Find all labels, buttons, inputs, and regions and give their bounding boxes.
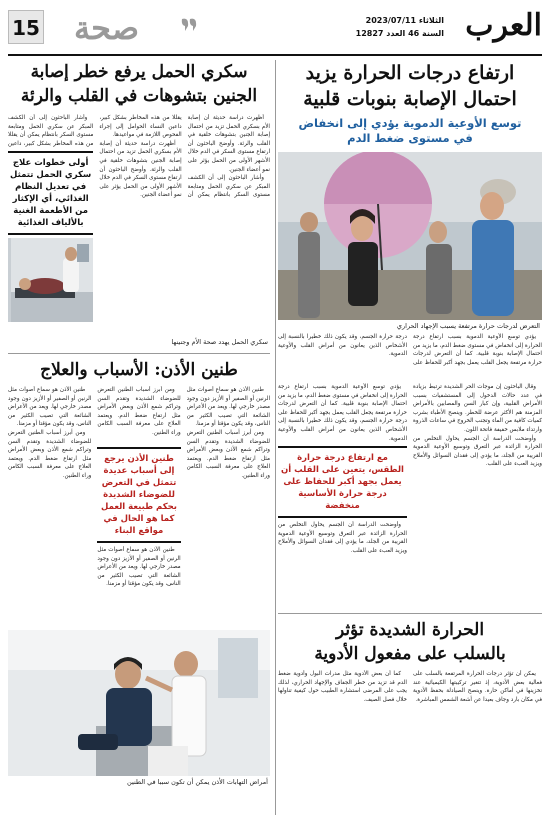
pregnancy-pull-quote: أولى خطوات علاج سكري الحمل تتمثل في تعديل النظام الغذائي، أي الإكثار من الأطعمة الغنية بالألياف الغذائية [8, 151, 93, 235]
heat-photo-illustration [278, 152, 542, 320]
heat-body-column-b-text [278, 383, 407, 443]
heat-pull-quote: مع ارتفاع درجة حرارة الطقس، يتعين على القلب أن يعمل بجهد أكبر للحفاظ على درجة حرارة الأساسية منخفضة [278, 446, 407, 518]
ear-body-paragraph-1-more: طنين الأذن هو سماع أصوات مثل الرنين أو الصفير أو الأزيز دون وجود مصدر خارجي لها. ويعد من الأعراض الشائعة التي تصيب الكثير من الناس، وقد يكون مؤقتا أو مزمنا. [8, 387, 92, 428]
pregnancy-headline-line-2: الجنين بتشوهات في القلب والرئة [20, 86, 258, 106]
heat-body-columns [278, 383, 542, 609]
right-column [278, 60, 542, 798]
pregnancy-body-paragraph-1-cont: أظهرت دراسة حديثة أن إصابة الأم بسكري الحمل تزيد من احتمال إصابة الجنين بتشوهات خلقية في القلب والرئة. وأوضح الباحثون أن ارتفاع مستوى السكر في الدم خلال الأشهر الأولى من الحمل يؤثر على نمو أعضاء الجنين. [99, 140, 182, 199]
heat-subhead-line-1: توسع الأوعية الدموية يؤدي إلى انخفاض [298, 116, 522, 130]
meds-body-paragraph-1: يمكن أن تؤثر درجات الحرارة المرتفعة بالسلب على فعالية بعض الأدوية، إذ تتغير تركيبتها الكيميائية عند تخزينها في أماكن حارة. وينصح الصيادلة بحفظ الأدوية في مكان بارد وجاف بعيدا عن أشعة الشمس المباشرة. [413, 671, 542, 703]
ear-body-column-b [97, 386, 180, 626]
issue-number: السنة 46 العدد 12827 [355, 29, 444, 38]
pregnancy-body-paragraph-2: وأشار الباحثون إلى أن الكشف المبكر عن سكري الحمل ومتابعة مستوى السكر بانتظام يمكن أن يقللا من هذه المخاطر بشكل كبير، داعين النساء الحوامل إلى إجراء الفحوص اللازمة في مواعيدها. [99, 115, 270, 199]
ear-body-paragraph-2-more: ومن أبرز أسباب الطنين التعرض للضوضاء الشديدة وتقدم السن وتراكم شمع الأذن وبعض الأمراض مثل ارتفاع ضغط الدم. ويعتمد العلاج على معرفة السبب الكامن وراء الطنين. [8, 429, 92, 479]
ear-pull-quote: طنين الأذن يرجع إلى أسباب عديدة تتمثل في التعرض للضوضاء الشديدة بحكم طبيعة العمل كما هو الحال في مواقع البناء [97, 447, 180, 543]
column-divider [275, 60, 276, 815]
pregnancy-body-paragraph-2-cont: وأشار الباحثون إلى أن الكشف المبكر عن سكري الحمل ومتابعة مستوى السكر بانتظام يمكن أن يقللا من هذه المخاطر بشكل كبير، داعين [8, 115, 94, 147]
ear-headline: طنين الأذن: الأسباب والعلاج [40, 360, 238, 380]
page-number: 15 [8, 10, 44, 44]
pregnancy-headline [8, 60, 270, 108]
ear-body-column-b-text [97, 386, 180, 444]
ear-body-column-b-text-2 [97, 546, 180, 626]
heat-headline [278, 60, 542, 112]
masthead [8, 6, 542, 56]
heat-body-paragraph-3: وأوضحت الدراسة أن الجسم يحاول التخلص من الحرارة الزائدة عبر التعرق وتوسيع الأوعية الدموية القريبة من الجلد، ما يؤدي إلى فقدان السوائل والأملاح ويزيد العبء على القلب. [413, 435, 542, 468]
heat-body-column-b [278, 383, 407, 609]
section-title: صحة [74, 9, 139, 47]
heat-headline-line-2: احتمال الإصابة بنوبات قلبية [303, 88, 517, 110]
pregnancy-body-paragraph-1: أظهرت دراسة حديثة أن إصابة الأم بسكري الحمل تزيد من احتمال إصابة الجنين بتشوهات خلقية في القلب والرئة. وأوضح الباحثون أن ارتفاع مستوى السكر في الدم خلال الأشهر الأولى من الحمل يؤثر على نمو أعضاء الجنين. [187, 115, 270, 173]
pregnancy-photo-caption: سكري الحمل يهدد صحة الأم وجنينها [171, 338, 268, 346]
left-column [8, 60, 270, 789]
meds-headline-line-1: الحرارة الشديدة تؤثر [335, 620, 485, 640]
section-icon [180, 18, 198, 32]
heat-body-column-a [413, 383, 542, 591]
meds-body-paragraph-2: كما أن بعض الأدوية مثل مدرات البول وأدوية ضغط الدم قد تزيد من خطر الجفاف والإجهاد الحراري، لذلك يجب على المرضى استشارة الطبيب حول كيفية تناولها خلال فصل الصيف. [278, 671, 407, 703]
heat-subhead [278, 116, 542, 146]
pregnancy-side-text [8, 114, 93, 148]
meds-body [278, 670, 542, 798]
heat-body-column-b-text-2 [278, 521, 407, 609]
heat-photo [278, 152, 542, 320]
heat-subhead-line-2: في مستوى ضغط الدم [347, 131, 473, 145]
ear-body-paragraph-2: ومن أبرز أسباب الطنين التعرض للضوضاء الشديدة وتقدم السن وتراكم شمع الأذن وبعض الأمراض مثل ارتفاع ضغط الدم. ويعتمد العلاج على معرفة السبب الكامن وراء الطنين. [186, 429, 270, 479]
ear-body [8, 386, 270, 626]
heat-body-paragraph-2: وقال الباحثون إن موجات الحر الشديدة ترتبط بزيادة في عدد حالات الدخول إلى المستشفيات بسبب الأمراض القلبية، وإن كبار السن والمصابين بالأمراض المزمنة هم الأكثر عرضة للخطر. وينصح الأطباء بشرب كميات كافية من الماء وتجنب الخروج في ساعات الذروة وارتداء ملابس خفيفة فاتحة اللون. [413, 384, 542, 433]
heat-body-paragraph-3-cont: وأوضحت الدراسة أن الجسم يحاول التخلص من الحرارة الزائدة عبر التعرق وتوسيع الأوعية الدموية القريبة من الجلد، ما يؤدي إلى فقدان السوائل والأملاح ويزيد العبء على القلب. [278, 522, 407, 554]
newspaper-logo: العرب [465, 8, 542, 43]
pregnancy-headline-line-1: سكري الحمل يرفع خطر إصابة [30, 62, 248, 82]
heat-body-paragraph-1: يؤدي توسع الأوعية الدموية بسبب ارتفاع درجة الحرارة إلى انخفاض في مستوى ضغط الدم، ما يزيد من احتمال الإصابة بنوبة قلبية. كما أن التعرض لدرجات حرارة مرتفعة يجعل القلب يعمل بجهد أكبر للحفاظ على درجة حرارة الجسم، وقد يكون ذلك خطيرا بالنسبة إلى الأشخاص الذين يعانون من أمراض القلب والأوعية الدموية. [278, 334, 542, 366]
pregnancy-body-text [99, 114, 270, 336]
ear-photo-caption: أمراض التهابات الأذن يمكن أن تكون سببا في الطنين [127, 778, 268, 786]
ear-body-column-c [8, 386, 91, 596]
pregnancy-photo-illustration [11, 238, 93, 322]
heat-body-intro [278, 333, 542, 379]
ear-body-paragraph-2-cont: ومن أبرز أسباب الطنين التعرض للضوضاء الشديدة وتقدم السن وتراكم شمع الأذن وبعض الأمراض مثل ارتفاع ضغط الدم. ويعتمد العلاج على معرفة السبب الكامن وراء الطنين. [97, 387, 181, 436]
section-rule-left [8, 353, 270, 354]
ear-body-paragraph-1: طنين الأذن هو سماع أصوات مثل الرنين أو الصفير أو الأزيز دون وجود مصدر خارجي لها. ويعد من الأعراض الشائعة التي تصيب الكثير من الناس، وقد يكون مؤقتا أو مزمنا. [186, 387, 270, 428]
meds-headline [278, 618, 542, 666]
meds-headline-line-2: بالسلب على مفعول الأدوية [314, 644, 506, 664]
heat-photo-caption: التعرض لدرجات حرارة مرتفعة يسبب الإجهاد الحراري [396, 322, 540, 330]
section-rule [278, 613, 542, 614]
pregnancy-body [8, 114, 270, 336]
pregnancy-side [8, 114, 93, 336]
heat-body-paragraph-1-cont: يؤدي توسع الأوعية الدموية بسبب ارتفاع درجة الحرارة إلى انخفاض في مستوى ضغط الدم، ما يزيد من احتمال الإصابة بنوبة قلبية. كما أن التعرض لدرجات حرارة مرتفعة يجعل القلب يعمل بجهد أكبر للحفاظ على درجة حرارة الجسم، وقد يكون ذلك خطيرا بالنسبة إلى الأشخاص الذين يعانون من أمراض القلب والأوعية الدموية. [278, 384, 407, 442]
ear-photo [8, 630, 270, 776]
ear-body-paragraph-1-cont: طنين الأذن هو سماع أصوات مثل الرنين أو الصفير أو الأزيز دون وجود مصدر خارجي لها. ويعد من الأعراض الشائعة التي تصيب الكثير من الناس، وقد يكون مؤقتا أو مزمنا. [97, 547, 181, 588]
issue-date: الثلاثاء 2023/07/11 [365, 16, 444, 25]
ear-photo-illustration [8, 630, 270, 776]
pregnancy-photo [8, 238, 93, 322]
ear-body-column-a [187, 386, 270, 596]
heat-headline-line-1: ارتفاع درجات الحرارة يزيد [305, 62, 515, 84]
issue-info [356, 14, 444, 40]
